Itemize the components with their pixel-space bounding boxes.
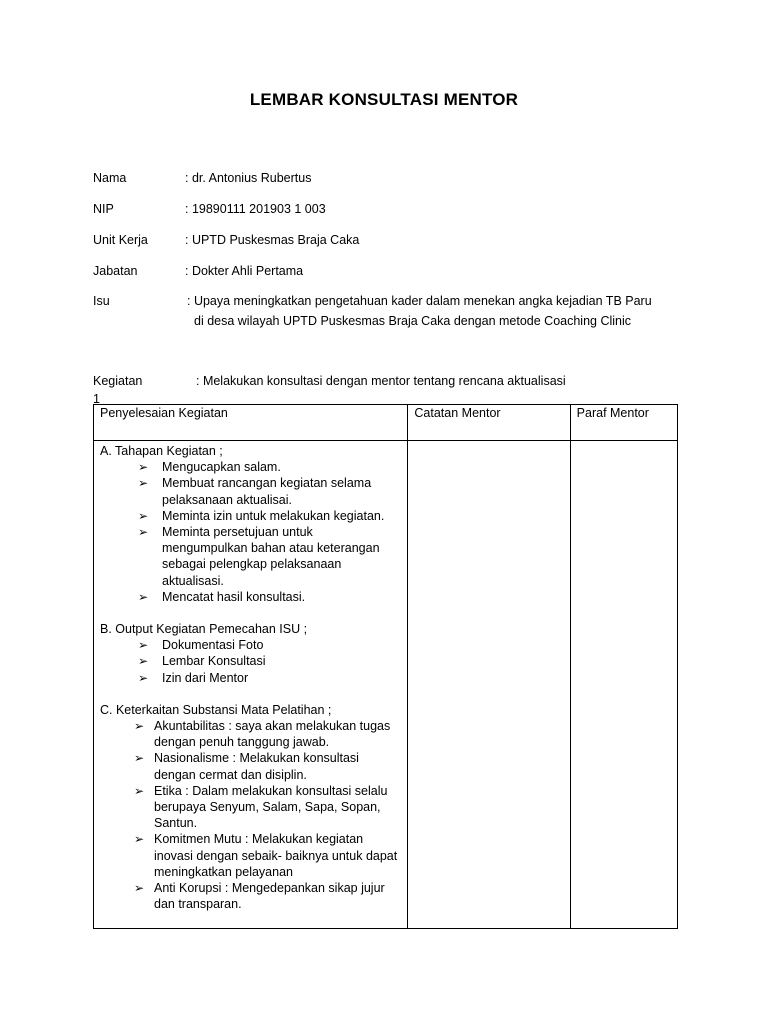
- header-catatan-mentor: Catatan Mentor: [408, 405, 570, 441]
- list-item: ➢ Membuat rancangan kegiatan selama pelaksanaan aktualisai.: [138, 475, 401, 507]
- info-label: NIP: [93, 202, 114, 216]
- list-item: ➢ Komitmen Mutu : Melakukan kegiatan inovasi dengan sebaik- baiknya untuk dapat meningkatkan pelayanan: [134, 831, 401, 880]
- section-c-list: [100, 718, 401, 912]
- penyelesaian-cell: [94, 441, 408, 929]
- info-value: : Dokter Ahli Pertama: [185, 264, 304, 278]
- header-paraf-mentor: Paraf Mentor: [570, 405, 677, 441]
- info-value-continued: di desa wilayah UPTD Puskesmas Braja Caka dengan metode Coaching Clinic: [194, 314, 632, 328]
- info-label: Unit Kerja: [93, 233, 148, 247]
- info-value: : dr. Antonius Rubertus: [185, 171, 312, 185]
- list-item: ➢ Mencatat hasil konsultasi.: [138, 589, 401, 605]
- list-item: ➢ Mengucapkan salam.: [138, 459, 401, 475]
- list-item: ➢ Dokumentasi Foto: [138, 637, 401, 653]
- info-value: : UPTD Puskesmas Braja Caka: [185, 233, 360, 247]
- section-b-list: [100, 637, 401, 686]
- catatan-mentor-cell: [408, 441, 570, 929]
- list-item: ➢ Akuntabilitas : saya akan melakukan tugas dengan penuh tanggung jawab.: [134, 718, 401, 750]
- table-header-row: [94, 405, 678, 441]
- list-item: ➢ Izin dari Mentor: [138, 670, 401, 686]
- table-body-row: [94, 441, 678, 929]
- info-value: : Upaya meningkatkan pengetahuan kader dalam menekan angka kejadian TB Paru: [187, 294, 652, 308]
- list-item: ➢ Anti Korupsi : Mengedepankan sikap jujur dan transparan.: [134, 880, 401, 912]
- list-item: ➢ Meminta izin untuk melakukan kegiatan.: [138, 508, 401, 524]
- section-a-list: [100, 459, 401, 605]
- section-b-heading: B. Output Kegiatan Pemecahan ISU ;: [100, 622, 308, 637]
- info-label: Jabatan: [93, 264, 138, 278]
- paraf-mentor-cell: [570, 441, 677, 929]
- consultation-table: [93, 404, 678, 929]
- kegiatan-label: Kegiatan 1: [93, 374, 143, 406]
- list-item: ➢ Etika : Dalam melakukan konsultasi selalu berupaya Senyum, Salam, Sapa, Sopan, Santun.: [134, 783, 401, 832]
- section-a-heading: A. Tahapan Kegiatan ;: [100, 444, 223, 458]
- page-title: LEMBAR KONSULTASI MENTOR: [249, 90, 519, 109]
- list-item: ➢ Nasionalisme : Melakukan konsultasi dengan cermat dan disiplin.: [134, 750, 401, 782]
- list-item: ➢ Meminta persetujuan untuk mengumpulkan bahan atau keterangan sebagai pelengkap pelaksanaan aktualisasi.: [138, 524, 401, 589]
- info-label: Nama: [93, 171, 127, 185]
- list-item: ➢ Lembar Konsultasi: [138, 653, 401, 669]
- header-penyelesaian: Penyelesaian Kegiatan: [94, 405, 408, 441]
- info-value: : 19890111 201903 1 003: [185, 202, 326, 216]
- info-label: Isu: [93, 294, 110, 308]
- kegiatan-value: : Melakukan konsultasi dengan mentor tentang rencana aktualisasi: [196, 374, 566, 388]
- section-c-heading: C. Keterkaitan Substansi Mata Pelatihan ;: [100, 702, 332, 717]
